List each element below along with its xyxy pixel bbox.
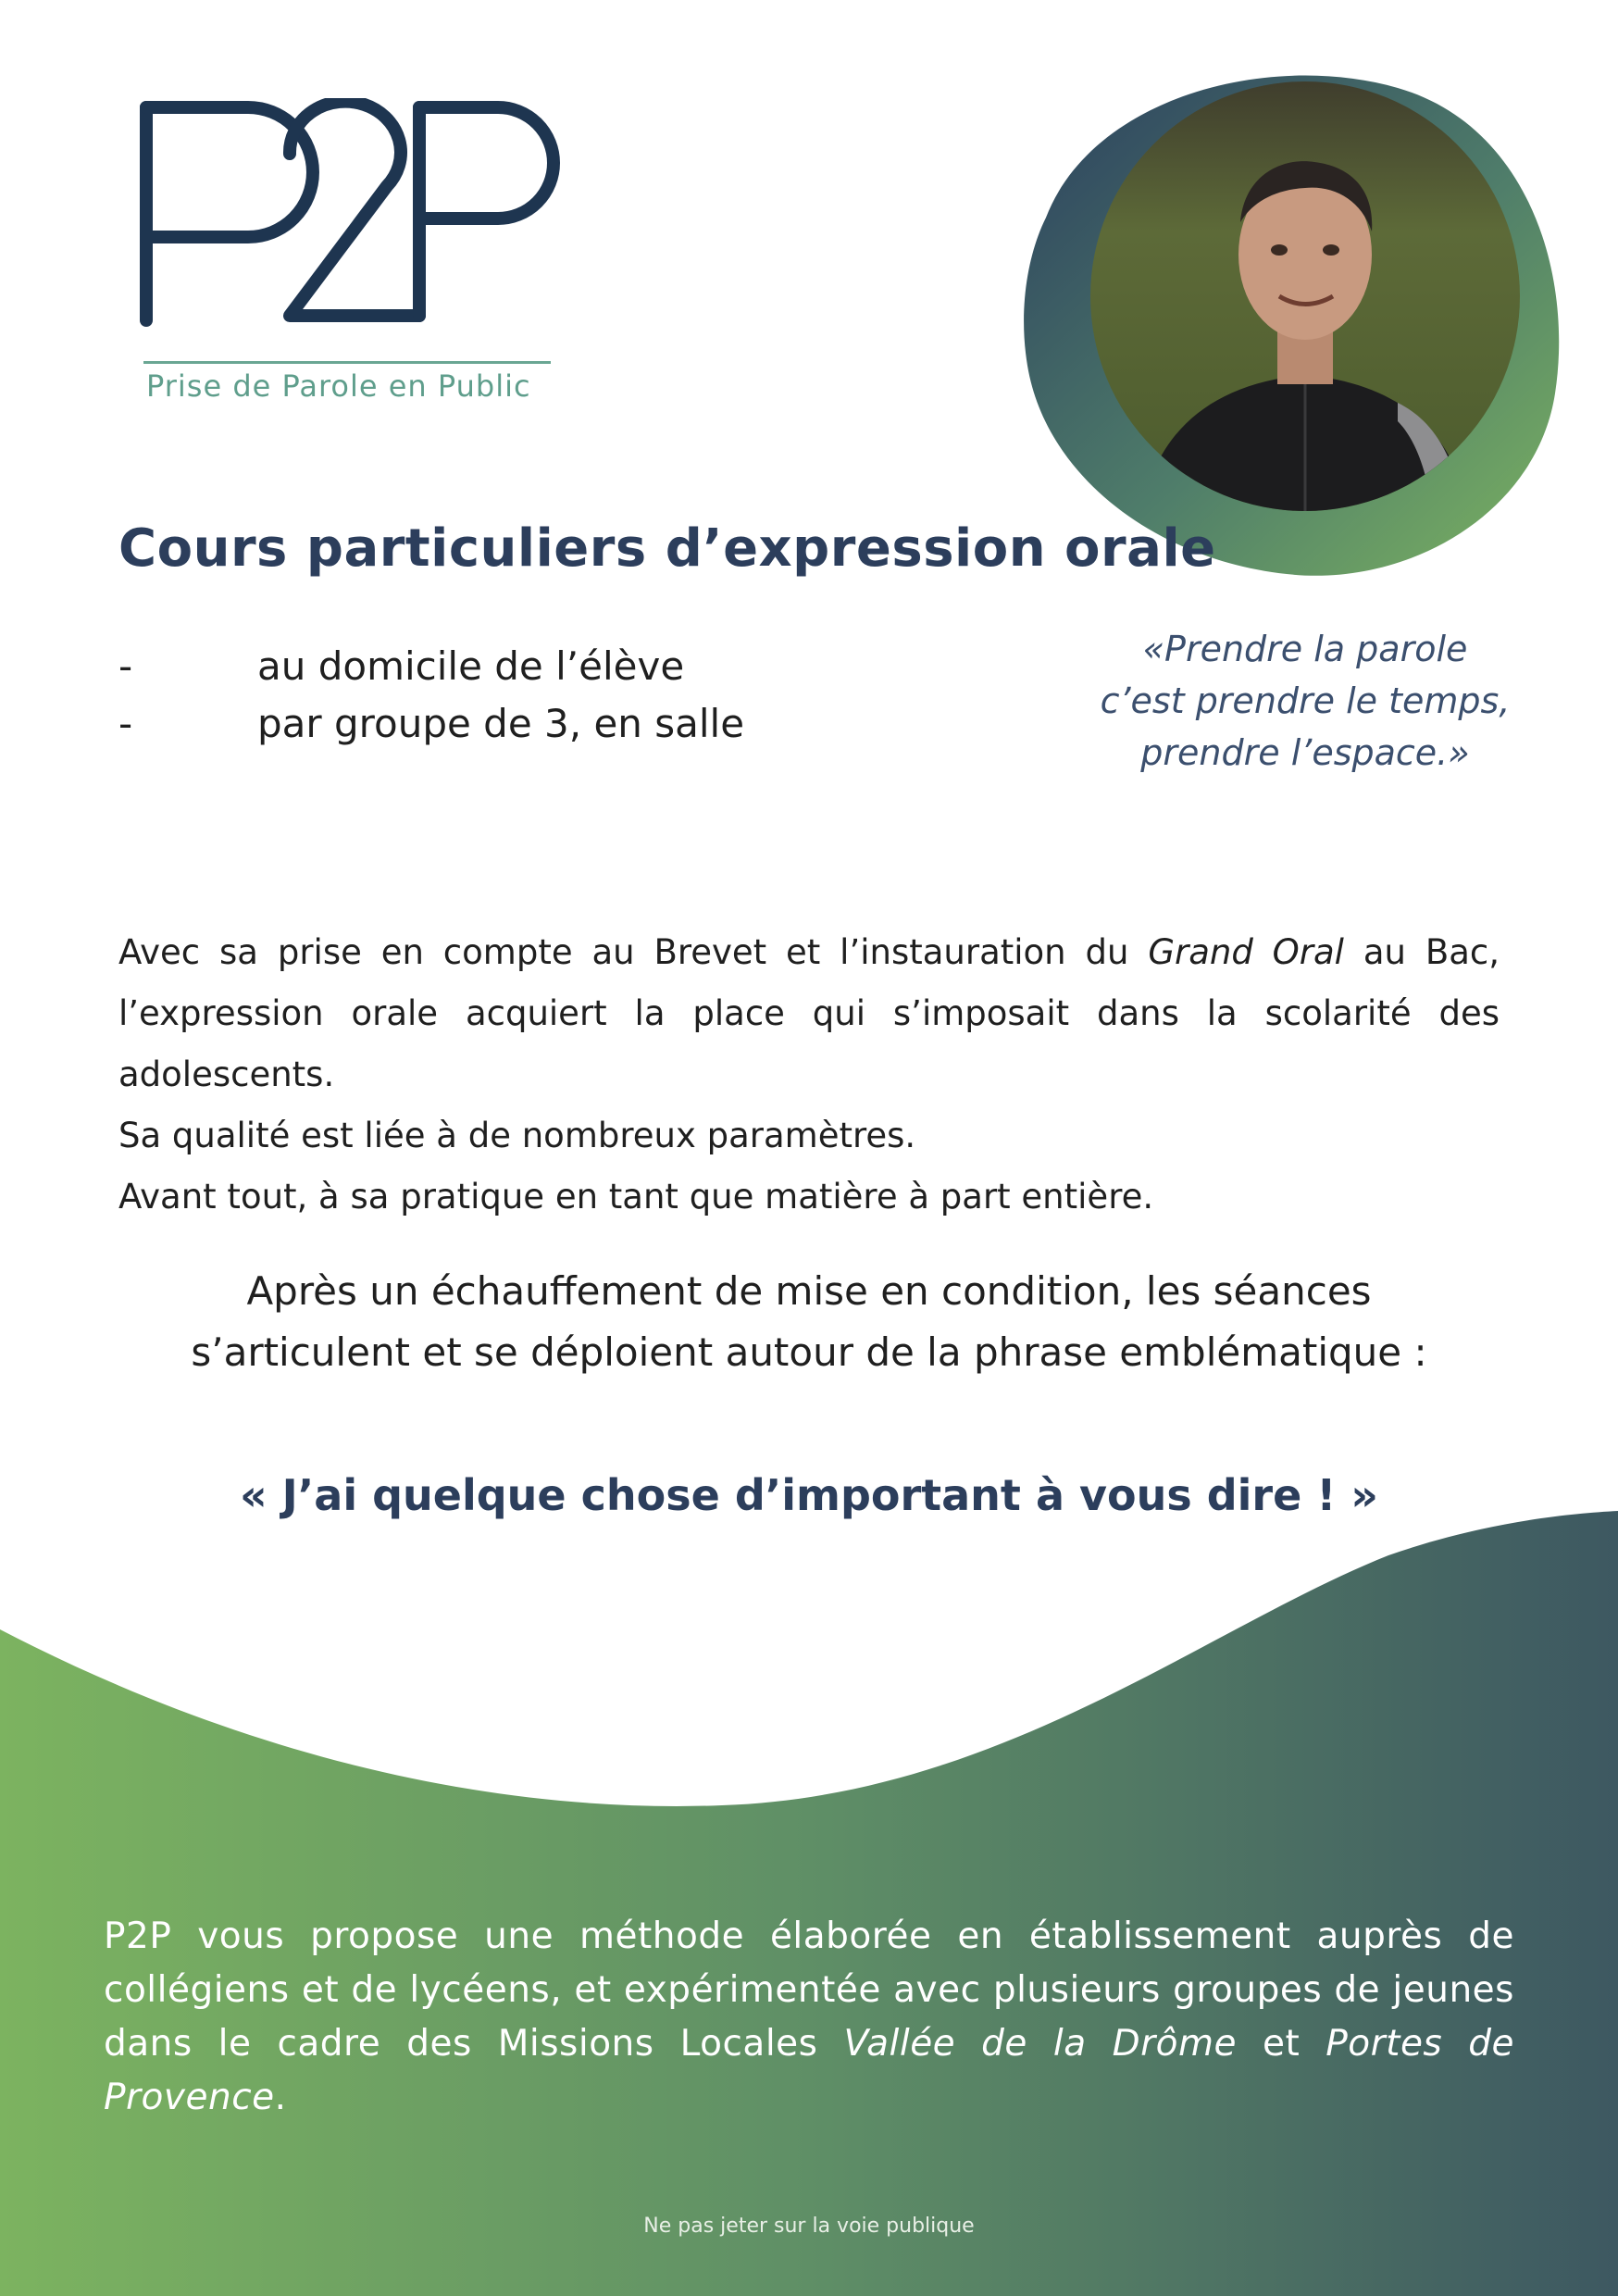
paragraph-line: Sa qualité est liée à de nombreux paramètres. xyxy=(118,1116,916,1155)
page-title: Cours particuliers d’expression orale xyxy=(118,518,1216,579)
intro-line: s’articulent et se déploient autour de la phrase emblématique : xyxy=(191,1329,1427,1375)
p2p-logo xyxy=(137,98,572,330)
emphasis-text: Portes de Provence xyxy=(104,2023,1514,2118)
portrait-frame xyxy=(1009,69,1583,588)
bullet-dash: - xyxy=(118,643,133,689)
intro-text xyxy=(118,1261,1500,1383)
quote-line: prendre l’espace.» xyxy=(1140,732,1470,773)
slogan: « J’ai quelque chose d’important à vous dire ! » xyxy=(239,1470,1379,1520)
intro-line: Après un échauffement de mise en condition, les séances xyxy=(246,1268,1372,1314)
bullet-dash: - xyxy=(118,701,133,746)
quote-line: c’est prendre le temps, xyxy=(1100,680,1511,721)
emphasis-text: Grand Oral xyxy=(1148,932,1344,972)
paragraph-line: l’expression orale acquiert la place qui s’imposait dans la scolarité des adolescents. xyxy=(118,993,1500,1094)
text-run: Avec sa prise en compte au Brevet et l’instauration du xyxy=(118,932,1149,972)
quote-line: «Prendre la parole xyxy=(1142,629,1468,669)
paragraph-line: Avant tout, à sa pratique en tant que matière à part entière. xyxy=(118,1177,1154,1217)
text-run: dans le cadre des Missions Locales xyxy=(104,2023,844,2065)
paragraph-line: P2P vous propose une méthode élaborée en établissement auprès de xyxy=(104,1915,1514,1957)
paragraph-line xyxy=(118,922,1500,983)
logo-underline xyxy=(143,361,551,364)
text-run: au Bac, xyxy=(1343,932,1500,972)
bottom-wave xyxy=(0,1500,1618,2296)
logo-tagline: Prise de Parole en Public xyxy=(146,368,531,404)
bullet-item xyxy=(118,643,684,689)
bullet-text: au domicile de l’élève xyxy=(257,643,685,689)
text-run: et xyxy=(1237,2023,1326,2065)
quote xyxy=(1074,623,1537,779)
bullet-text: par groupe de 3, en salle xyxy=(257,701,745,746)
paragraph-line xyxy=(104,2017,1514,2125)
paragraph-line: collégiens et de lycéens, et expérimentée avec plusieurs groupes de jeunes xyxy=(104,1969,1514,2011)
bullet-item xyxy=(118,701,744,746)
body-paragraph xyxy=(118,922,1500,1228)
bottom-paragraph xyxy=(104,1910,1514,2125)
text-run: . xyxy=(274,2077,287,2118)
footer-note: Ne pas jeter sur la voie publique xyxy=(643,2215,975,2238)
emphasis-text: Vallée de la Drôme xyxy=(843,2023,1237,2065)
